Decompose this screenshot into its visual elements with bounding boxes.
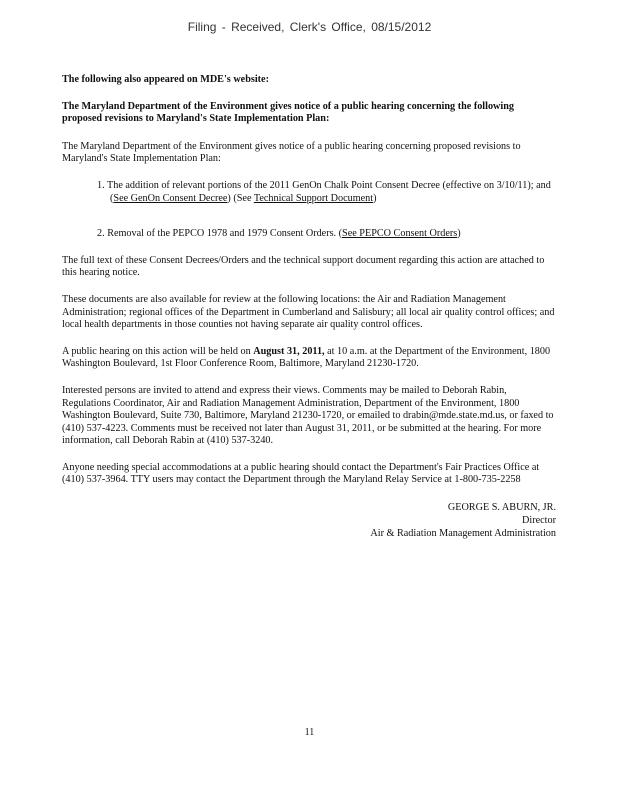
signatory-title: Director bbox=[522, 515, 556, 527]
signatory-org: Air & Radiation Management Administration bbox=[370, 528, 556, 540]
notice-body bbox=[62, 74, 556, 540]
hearing-paragraph bbox=[62, 346, 556, 371]
comments-paragraph: Interested persons are invited to attend and express their views. Comments may be mailed to Deborah Rabin, Regulations Coordinator, Air and Radiation Management Administration, Department of the Environment, 1800 Washington Boulevard, Suite 730, Baltimore, Maryland 21230-1720, or emailed to drabin@mde.state.md.us, or faxed to (410) 537-4223. Comments must be received not later than August 31, 2011, or be submitted at the hearing. For more information, call Deborah Rabin at (410) 537-3240. bbox=[62, 384, 554, 447]
item-text-after: ) bbox=[457, 228, 461, 240]
technical-support-document-link[interactable]: Technical Support Document bbox=[253, 192, 374, 204]
genon-consent-decree-link[interactable]: See GenOn Consent Decree bbox=[113, 192, 228, 204]
availability-paragraph: These documents are also available for review at the following locations: the Air and Radiation Management Administration; regional offices of the Department in Cumberland and Salisbury; all local air quality control offices; and local health departments in those counties not having separate air quality control offices. bbox=[62, 293, 555, 331]
hearing-after: at 10 a.m. at the Department of the Environment, 1800 Washington Boulevard, 1st Floor Conference Room, Baltimore, Maryland 21230-1720. bbox=[62, 345, 551, 370]
item-number: 2. bbox=[97, 228, 105, 240]
list-item bbox=[97, 179, 556, 205]
pepco-consent-orders-link[interactable]: See PEPCO Consent Orders bbox=[342, 228, 458, 240]
notice-intro: The Maryland Department of the Environment gives notice of a public hearing concerning proposed revisions to Maryland's State Implementation Plan: bbox=[62, 140, 521, 165]
notice-heading: The Maryland Department of the Environment gives notice of a public hearing concerning the following proposed revisions to Maryland's State Implementation Plan: bbox=[62, 100, 515, 125]
signature-block bbox=[62, 501, 556, 540]
intro-heading: The following also appeared on MDE's website: bbox=[62, 74, 269, 85]
list-item bbox=[97, 228, 556, 241]
item-text-after: ) bbox=[373, 192, 377, 204]
item-text-before: The addition of relevant portions of the 2011 GenOn Chalk Point Consent Decree (effective on 3/10/11); and ( bbox=[107, 179, 551, 204]
revision-list bbox=[62, 180, 556, 241]
full-text-paragraph: The full text of these Consent Decrees/Orders and the technical support document regarding this action are attached to this hearing notice. bbox=[62, 254, 545, 279]
hearing-date: August 31, 2011, bbox=[253, 345, 325, 357]
item-text-before: Removal of the PEPCO 1978 and 1979 Consent Orders. ( bbox=[107, 228, 343, 240]
hearing-before: A public hearing on this action will be held on bbox=[62, 345, 254, 357]
signatory-name: GEORGE S. ABURN, JR. bbox=[447, 502, 556, 514]
accommodations-paragraph: Anyone needing special accommodations at a public hearing should contact the Department's Fair Practices Office at (410) 537-3964. TTY users may contact the Department through the Maryland Relay Service at 1-800-735-2258 bbox=[62, 461, 540, 486]
item-text-middle: ) (See bbox=[227, 192, 254, 204]
item-number: 1. bbox=[97, 179, 105, 191]
filing-stamp: Filing - Received, Clerk's Office, 08/15/2012 bbox=[187, 20, 432, 34]
page-number: 11 bbox=[304, 727, 315, 738]
